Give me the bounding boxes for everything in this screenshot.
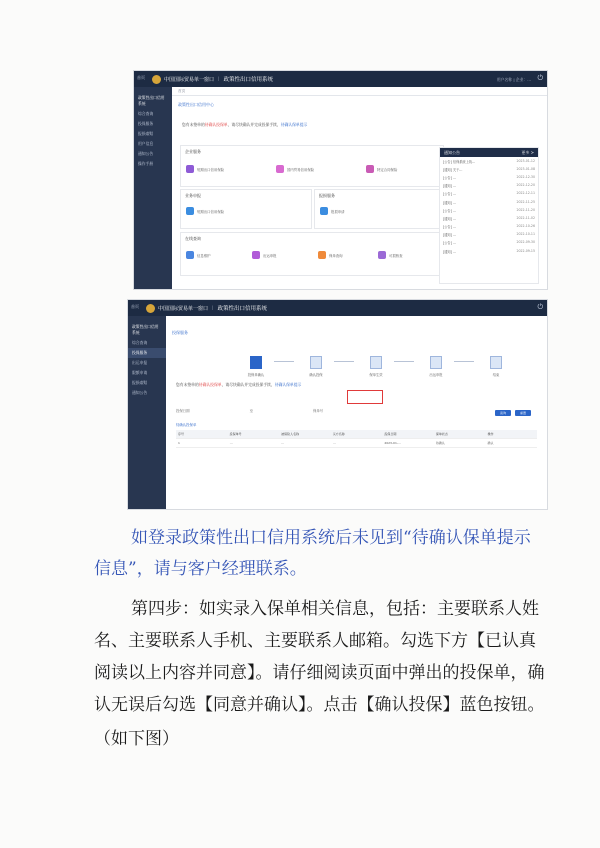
app-icon [186,251,194,259]
notice-prefix: 您有未签单的 [182,122,205,127]
policy-table [176,430,537,448]
news-item[interactable] [440,239,538,247]
app-tile[interactable] [366,165,397,173]
step4-line4: 认无误后勾选【同意并确认】。点击【确认投保】蓝色按钮。 [94,695,545,715]
app-tile[interactable] [186,251,211,259]
sidebar-header[interactable]: 政策性出口信用系统 [132,324,159,335]
home-link[interactable]: 首页 [137,75,145,80]
news-item-title: [通知] … [443,216,457,221]
news-item-date: 2022-12-30 [516,174,535,179]
table-cell: … [332,441,336,445]
logout-icon[interactable]: ⏻ [537,303,543,311]
news-item[interactable] [440,214,538,222]
news-item[interactable] [440,165,538,173]
news-item-title: [公告] … [443,208,457,213]
news-item-date: 2022-11-20 [516,207,535,212]
sidebar [134,87,172,289]
column-header: 保单状态 [435,432,448,436]
card-title: 企业服务 [185,149,201,154]
news-panel [439,147,539,284]
column-header: 被保险人名称 [281,432,300,436]
step4-line3: 阅读以上内容并同意】。请仔细阅读页面中弹出的投保单，确 [94,663,545,683]
step-item [296,356,336,377]
main-content [166,316,547,509]
notice-link[interactable]: 待确认保单提示 [280,122,308,127]
step-arrow [394,361,414,362]
app-tile[interactable] [318,251,343,259]
step-arrow [274,361,294,362]
app-icon [318,251,326,259]
table-header [176,430,537,439]
home-link[interactable]: 首页 [131,304,139,309]
news-item-title: [通知] … [443,249,457,254]
app-label: 报损申请 [331,209,345,214]
step-label: 结束 [492,373,500,377]
reset-button[interactable]: 重置 [515,410,531,416]
app-label: 信息维护 [197,253,211,258]
title-separator: | [212,305,214,311]
filter-label: 投保日期 [176,409,190,413]
system-name: 政策性出口信用系统 [217,306,268,312]
pending-notice [176,382,301,388]
news-item-title: [通知] … [443,184,457,189]
app-tile[interactable] [320,207,345,215]
screenshot-insure [127,299,548,510]
screenshot-home [133,70,548,290]
news-item[interactable] [440,157,538,165]
news-item[interactable] [440,206,538,214]
step-doc-icon [490,356,502,369]
sidebar-item[interactable]: 操作手册 [138,161,154,166]
app-tile[interactable] [186,165,224,173]
news-item-title: [公告] … [443,241,457,246]
column-header: 投保日期 [384,432,397,436]
news-item-date: 2022-11-25 [516,199,535,204]
contact-note-line1: 如登录政策性出口信用系统后未见到“待确认保单提示 [131,528,531,548]
news-item-date: 2023-01-08 [516,166,535,171]
news-item-title: [公告] … [443,225,457,230]
table-cell: 待确认 [435,441,445,445]
table-cell: … [281,441,285,445]
news-more-link[interactable]: 更多 > [521,149,534,155]
sidebar-item[interactable]: 用户信息 [138,141,154,146]
app-tile[interactable] [252,251,277,259]
table-cell: 1 [178,441,180,445]
sidebar-item[interactable]: 投保服务 [138,121,154,126]
app-icon [320,207,328,215]
step-doc-icon [430,356,442,369]
news-item-title: [通知] … [443,233,457,238]
news-item-date: 2022-12-11 [516,191,535,196]
app-tile[interactable] [186,207,224,215]
main-content [172,87,547,289]
highlight-box [347,390,383,404]
table-row[interactable] [176,439,537,448]
step-label: 保单生效 [369,373,383,377]
step-label: 投保单确认 [247,373,265,377]
filter-bar [176,408,537,413]
news-item-title: [通知] … [443,200,457,205]
app-icon [252,251,260,259]
filter-label: 至 [249,409,253,413]
news-item-title: [公告] 信保系统上线… [443,159,476,164]
app-label: 出运申报 [263,253,277,258]
column-header: 操作 [487,432,494,436]
sidebar-item[interactable]: 报损索赔 [138,131,154,136]
news-header [440,148,538,157]
card-online-query [180,232,444,276]
brand-name: 中国国际贸易单一窗口 [158,305,209,312]
app-icon [276,165,284,173]
table-cell: … [229,441,233,445]
column-header: 序号 [178,432,185,436]
step-item [236,356,276,377]
query-button[interactable]: 查询 [495,410,511,416]
brand-logo-icon [146,304,155,313]
step4-line1: 第四步：如实录入保单相关信息，包括：主要联系人姓 [131,599,539,619]
sidebar-header[interactable]: 政策性出口信用系统 [138,95,165,106]
breadcrumb: 投保服务 [172,330,188,335]
tab-home[interactable]: 首页 [172,87,547,96]
news-item[interactable] [440,173,538,181]
app-label: 特定合同保险 [377,167,398,172]
step-arrow [454,361,474,362]
sidebar-item[interactable]: 限额申请 [132,370,148,375]
sidebar-item-active[interactable]: 投保服务 [128,348,166,358]
sidebar-item[interactable]: 报损索赔 [132,380,148,385]
step-item [416,356,456,377]
step4-line2: 名、主要联系人手机、主要联系人邮箱。勾选下方【已认真 [94,631,536,651]
news-item[interactable] [440,231,538,239]
step-item [476,356,516,377]
news-item-date: 2022-11-02 [516,215,535,220]
notice-red-text: 待确认投保单 [204,122,228,127]
step-doc-icon [310,356,322,369]
column-header: 投保单号 [229,432,242,436]
app-label: 保单查询 [329,253,343,258]
table-cell: 2023-01-… [384,441,401,445]
step-doc-icon [250,356,262,369]
brand-name: 中国国际贸易单一窗口 [164,76,215,83]
user-info: 用户名称 | 企业：… [496,76,531,82]
card-title: 报损服务 [319,193,335,198]
card-title: 业务申报 [185,193,201,198]
news-item-date: 2022-10-26 [516,224,535,229]
pending-notice [182,122,547,128]
sidebar-item[interactable]: 综合查询 [138,111,154,116]
step-doc-icon [370,356,382,369]
app-label: 国内贸易信用保险 [287,167,315,172]
filter-label: 保单号 [312,409,324,413]
step-label: 确认投保 [309,373,323,377]
app-icon [186,207,194,215]
sidebar-item[interactable]: 通知公告 [138,151,154,156]
news-item-title: [通知] 关于… [443,167,463,172]
news-item-date: 2022-10-11 [516,232,535,237]
sidebar-item[interactable]: 通知公告 [132,390,148,395]
sidebar [128,316,166,509]
news-item-title: [公告] … [443,192,457,197]
notice-red-text: 待确认投保单 [198,382,222,387]
news-item[interactable] [440,198,538,206]
notice-suffix: ，请尽快确认并完成投保手续， [227,122,281,127]
step-label: 出运申报 [429,373,443,377]
system-name: 政策性出口信用系统 [223,77,274,83]
sidebar-item[interactable]: 综合查询 [132,340,148,345]
notice-link[interactable]: 待确认保单提示 [274,382,302,387]
news-item[interactable] [440,223,538,231]
news-item[interactable] [440,182,538,190]
brand-logo-icon [152,75,161,84]
top-bar [128,300,547,316]
notice-prefix: 您有未签单的 [176,382,199,387]
news-title: 通知公告 [444,149,460,155]
app-label: 短期出口信用保险 [197,167,225,172]
news-item-date: 2023-01-12 [516,158,535,163]
notice-suffix: ，请尽快确认并完成投保手续， [221,382,275,387]
tab-pending[interactable]: 待确认投保单 [176,423,197,427]
news-item[interactable] [440,190,538,198]
news-item[interactable] [440,247,538,255]
app-label: 短期出口信用保险 [197,209,225,214]
breadcrumb: 政策性出口信用中心 [178,102,214,107]
app-label: 可损核查 [389,253,403,258]
logout-icon[interactable]: ⏻ [537,74,543,82]
column-header: 买方名称 [332,432,345,436]
contact-note-line2: 信息”，请与客户经理联系。 [94,559,307,579]
sidebar-item[interactable]: 出运申报 [132,360,148,365]
app-tile[interactable] [276,165,314,173]
top-bar [134,71,547,87]
step-arrow [334,361,354,362]
step-item [356,356,396,377]
confirm-link[interactable]: 确认 [487,441,494,445]
app-icon [366,165,374,173]
app-tile[interactable] [378,251,403,259]
app-icon [378,251,386,259]
step4-line5: （如下图） [94,729,179,749]
app-icon [186,165,194,173]
news-item-title: [公告] … [443,175,457,180]
card-title: 在线查询 [185,236,201,241]
news-item-date: 2022-12-20 [516,183,535,188]
news-item-date: 2022-09-15 [516,248,535,253]
title-separator: | [218,76,220,82]
news-item-date: 2022-09-30 [516,240,535,245]
